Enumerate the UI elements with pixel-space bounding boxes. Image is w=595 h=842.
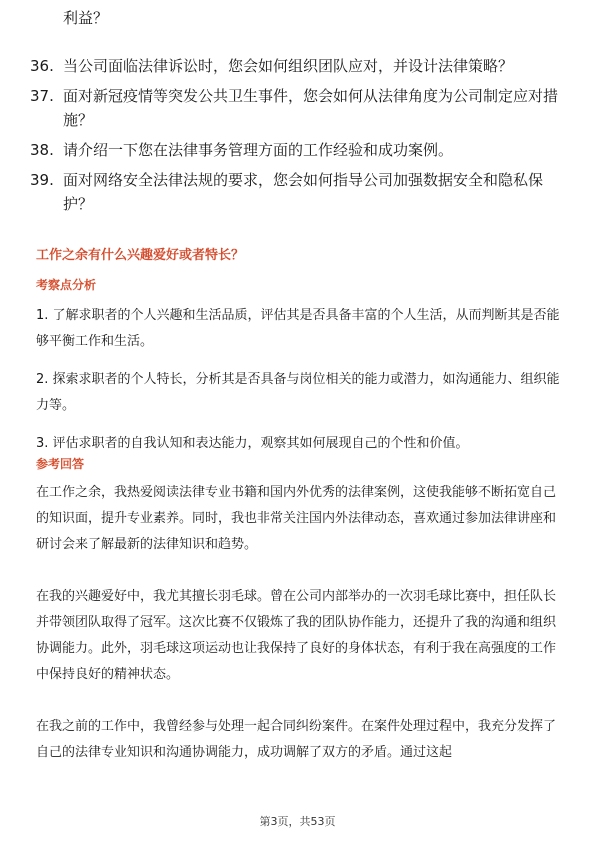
question-number: 38. — [30, 141, 54, 159]
analysis-heading: 考察点分析 — [36, 278, 97, 292]
question-text: 请介绍一下您在法律事务管理方面的工作经验和成功案例。 — [63, 141, 454, 159]
question-text: 面对网络安全法律法规的要求，您会如何指导公司加强数据安全和隐私保护？ — [63, 171, 544, 213]
answer-body — [36, 480, 561, 792]
question-number: 39. — [30, 171, 54, 189]
question-list — [30, 54, 565, 222]
answer-paragraph: 在工作之余，我热爱阅读法律专业书籍和国内外优秀的法律案例，这使我能够不断拓宽自己的知识面，提升专业素养。同时，我也非常关注国内外法律动态，喜欢通过参加法律讲座和研讨会来了解最新的法律知识和趋势。 — [36, 485, 557, 552]
answer-paragraph: 在我的兴趣爱好中，我尤其擅长羽毛球。曾在公司内部举办的一次羽毛球比赛中，担任队长并带领团队取得了冠军。这次比赛不仅锻炼了我的团队协作能力，还提升了我的沟通和组织协调能力。此外，羽毛球这项运动也让我保持了良好的身体状态，有利于我在高强度的工作中保持良好的精神状态。 — [36, 589, 557, 682]
analysis-points — [36, 303, 561, 469]
question-item — [30, 54, 565, 78]
question-item — [30, 138, 565, 162]
question-text: 当公司面临法律诉讼时，您会如何组织团队应对，并设计法律策略？ — [63, 57, 514, 75]
page-footer: 第3页，共53页 — [259, 815, 336, 828]
analysis-point: 1. 了解求职者的个人兴趣和生活品质，评估其是否具备丰富的个人生活，从而判断其是否能够平衡工作和生活。 — [36, 308, 560, 349]
question-number: 37. — [30, 87, 54, 105]
answer-heading: 参考回答 — [36, 457, 85, 471]
question-number: 36. — [30, 57, 54, 75]
section-title: 工作之余有什么兴趣爱好或者特长？ — [36, 248, 245, 263]
question-continuation: 利益？ — [63, 9, 109, 27]
question-item — [30, 168, 565, 216]
analysis-point: 3. 评估求职者的自我认知和表达能力，观察其如何展现自己的个性和价值。 — [36, 436, 469, 451]
question-item — [30, 84, 565, 132]
answer-paragraph: 在我之前的工作中，我曾经参与处理一起合同纠纷案件。在案件处理过程中，我充分发挥了自己的法律专业知识和沟通协调能力，成功调解了双方的矛盾。通过这起 — [36, 719, 557, 760]
question-text: 面对新冠疫情等突发公共卫生事件，您会如何从法律角度为公司制定应对措施？ — [63, 87, 559, 129]
analysis-point: 2. 探索求职者的个人特长，分析其是否具备与岗位相关的能力或潜力，如沟通能力、组织能力等。 — [36, 372, 560, 413]
